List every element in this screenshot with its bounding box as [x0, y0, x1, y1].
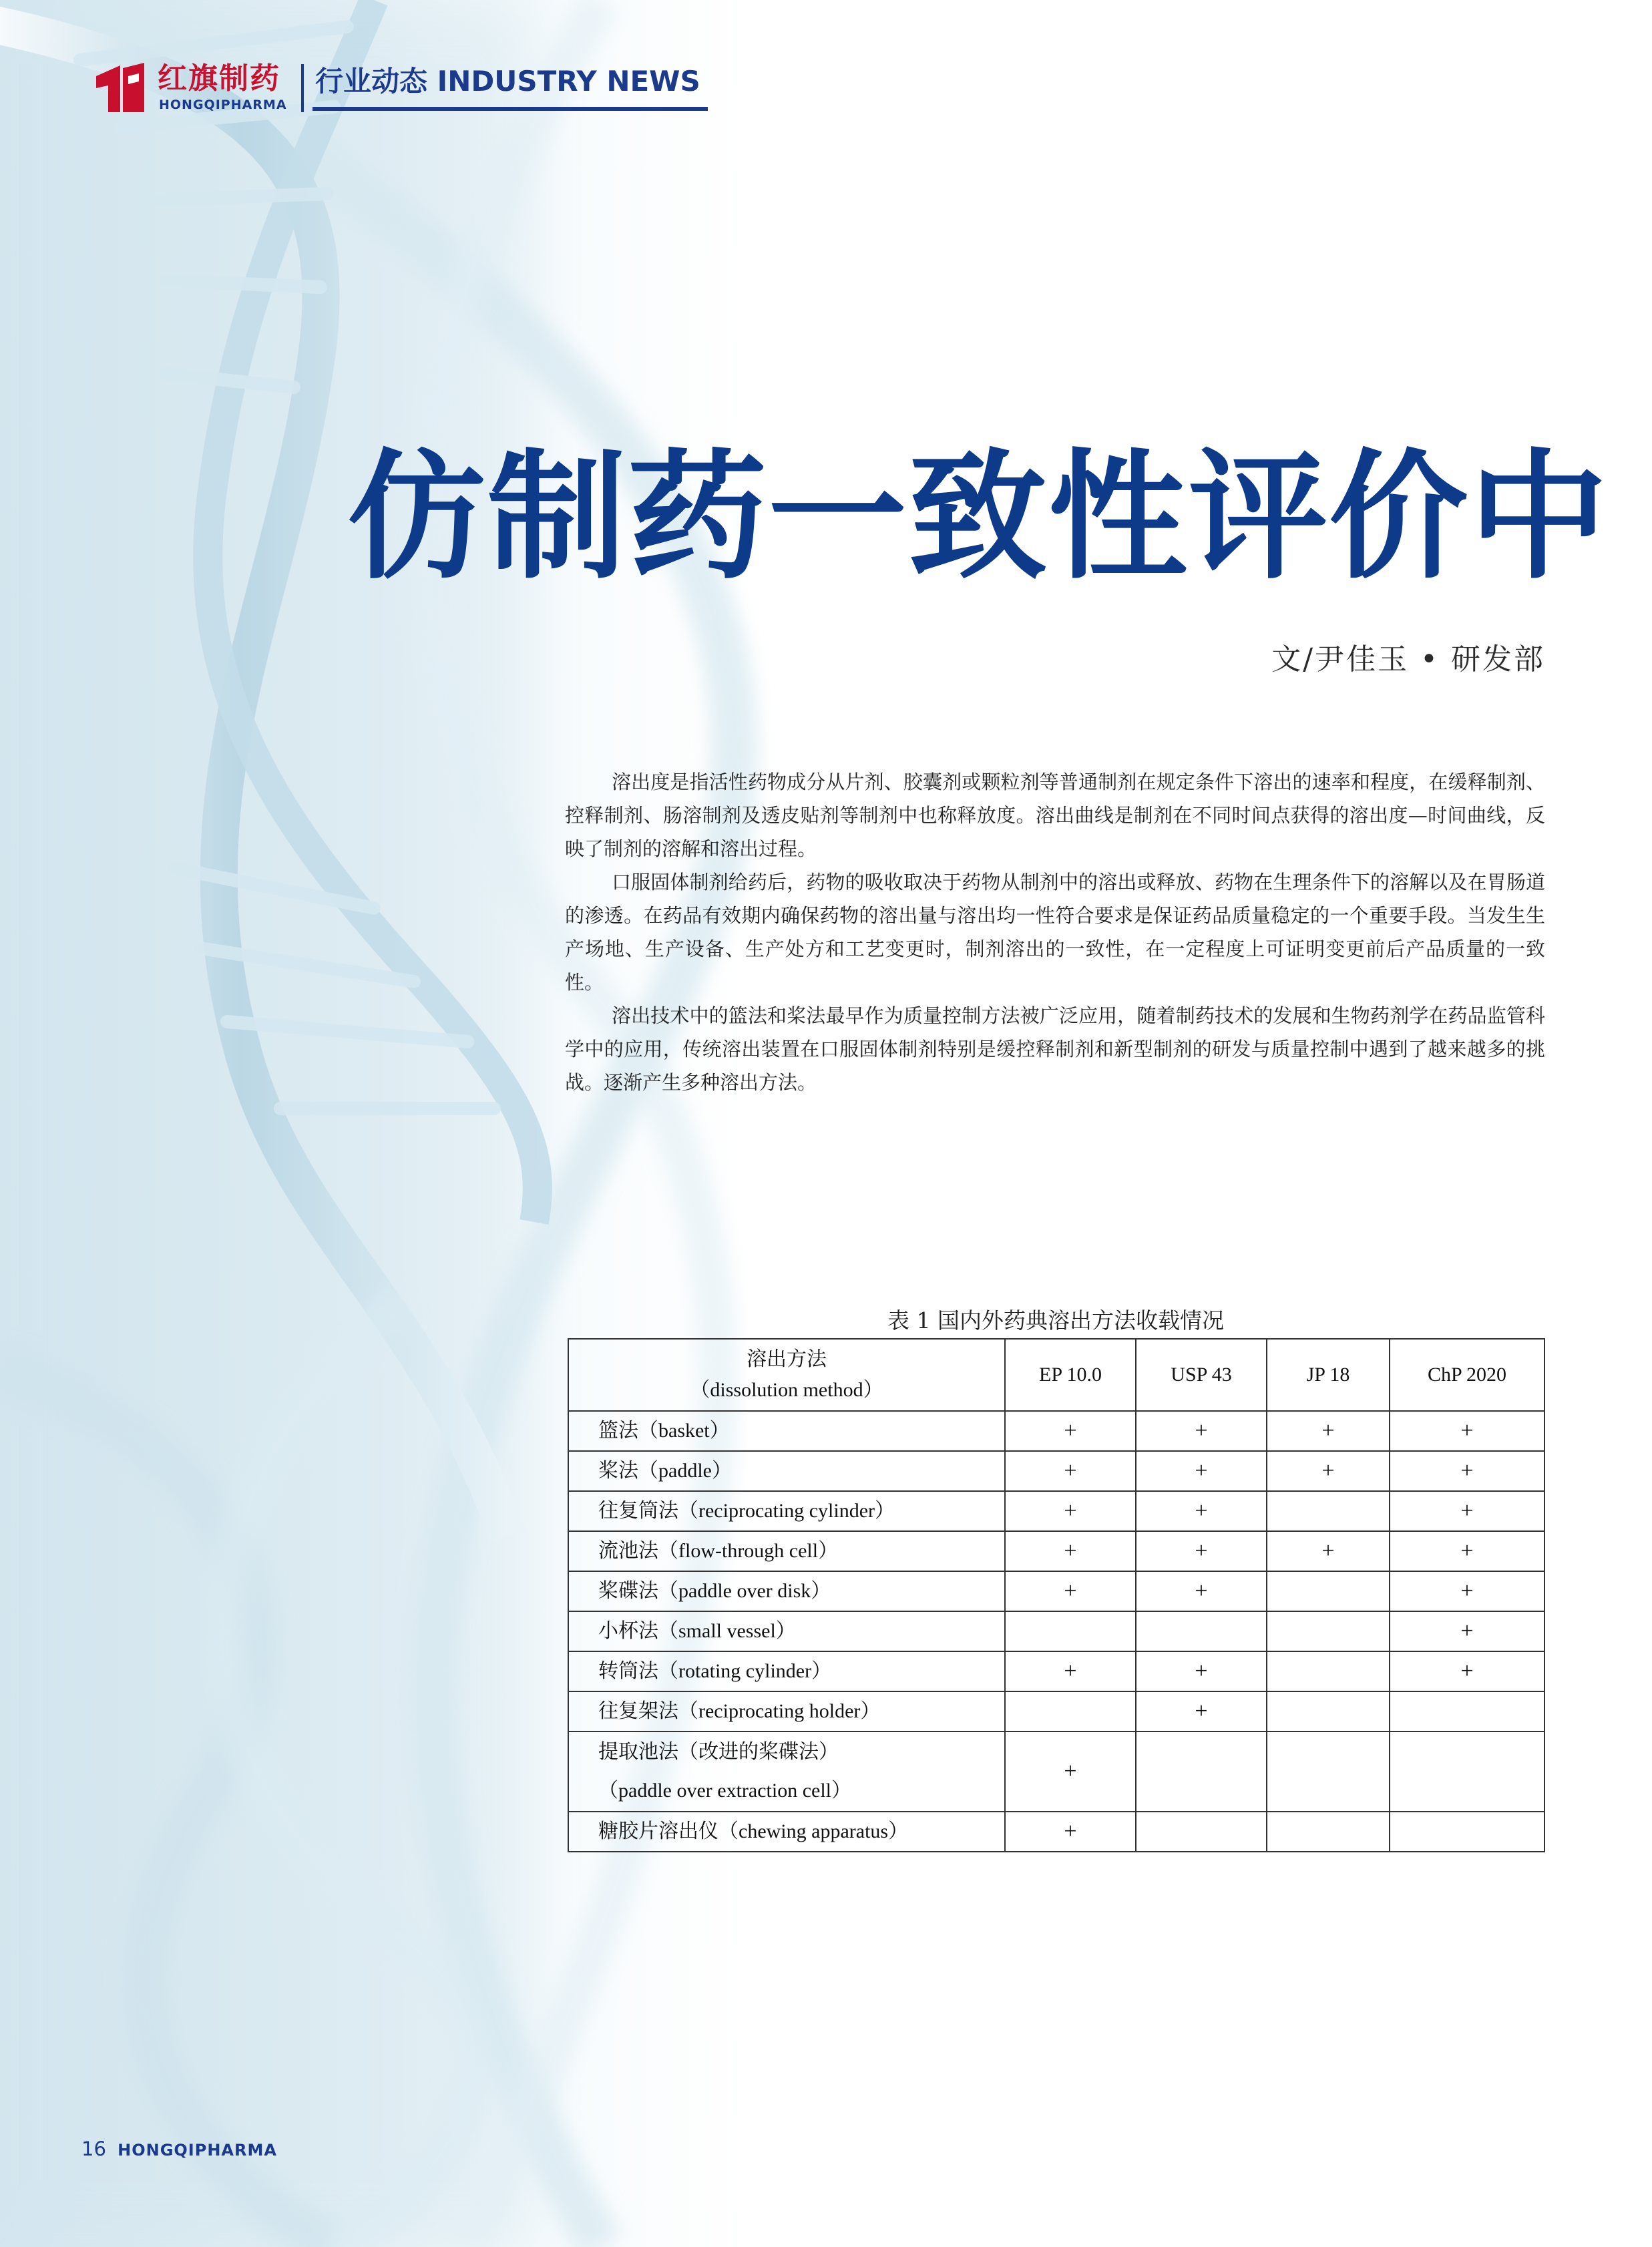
inclusion-mark-cell: [1390, 1731, 1544, 1812]
inclusion-mark-cell: +: [1267, 1451, 1390, 1491]
table-row: [568, 1651, 1544, 1691]
inclusion-mark-cell: +: [1005, 1531, 1136, 1571]
column-header: ChP 2020: [1390, 1339, 1544, 1411]
method-name-cell: [568, 1611, 1005, 1651]
section-title: 行业动态 INDUSTRY NEWS: [315, 65, 700, 97]
method-name-cell: [568, 1731, 1005, 1812]
method-name-cell: [568, 1491, 1005, 1531]
inclusion-mark-cell: [1390, 1812, 1544, 1852]
table-row: [568, 1611, 1544, 1651]
inclusion-mark-cell: +: [1390, 1611, 1544, 1651]
table-row: [568, 1691, 1544, 1731]
method-name: 提取池法（改进的桨碟法）: [598, 1741, 839, 1763]
method-name-cell: [568, 1651, 1005, 1691]
inclusion-mark-cell: +: [1390, 1651, 1544, 1691]
inclusion-mark-cell: [1136, 1812, 1267, 1852]
column-header: JP 18: [1267, 1339, 1390, 1411]
inclusion-mark-cell: [1267, 1491, 1390, 1531]
inclusion-mark-cell: +: [1005, 1411, 1136, 1451]
method-name: 桨法（paddle）: [598, 1460, 732, 1482]
method-name: 篮法（basket）: [598, 1420, 730, 1442]
inclusion-mark-cell: +: [1005, 1731, 1136, 1812]
column-header-line: 溶出方法: [747, 1348, 827, 1370]
paragraph: 溶出技术中的篮法和桨法最早作为质量控制方法被广泛应用，随着制药技术的发展和生物药剂学在药品监管科学中的应用，传统溶出装置在口服固体制剂特别是缓控释制剂和新型制剂的研发与质量控制中遇到了越来越多的挑战。逐渐产生多种溶出方法。: [565, 1004, 1545, 1094]
dissolution-methods-table: [568, 1338, 1545, 1852]
inclusion-mark-cell: +: [1267, 1411, 1390, 1451]
table-row: [568, 1731, 1544, 1812]
inclusion-mark-cell: +: [1136, 1571, 1267, 1611]
page-number: 16: [81, 2137, 106, 2160]
method-name: 转筒法（rotating cylinder）: [598, 1660, 832, 1682]
column-header-method: [568, 1339, 1005, 1411]
method-name: 桨碟法（paddle over disk）: [598, 1580, 831, 1602]
page-footer: [81, 2135, 277, 2164]
inclusion-mark-cell: [1005, 1691, 1136, 1731]
inclusion-mark-cell: [1267, 1691, 1390, 1731]
inclusion-mark-cell: +: [1390, 1491, 1544, 1531]
inclusion-mark-cell: +: [1390, 1571, 1544, 1611]
inclusion-mark-cell: +: [1136, 1531, 1267, 1571]
inclusion-mark-cell: [1005, 1611, 1136, 1651]
inclusion-mark-cell: [1136, 1731, 1267, 1812]
inclusion-mark-cell: +: [1005, 1812, 1136, 1852]
method-name-cell: [568, 1531, 1005, 1571]
inclusion-mark-cell: +: [1005, 1491, 1136, 1531]
inclusion-mark-cell: +: [1136, 1411, 1267, 1451]
header-divider: [301, 64, 304, 112]
publication-name: HONGQIPHARMA: [118, 2141, 277, 2160]
article-title: 仿制药一致性评价中: [347, 437, 1609, 598]
column-header: EP 10.0: [1005, 1339, 1136, 1411]
inclusion-mark-cell: +: [1136, 1451, 1267, 1491]
table-row: [568, 1491, 1544, 1531]
article-byline: 文/尹佳玉 • 研发部: [1271, 642, 1545, 676]
column-header: USP 43: [1136, 1339, 1267, 1411]
method-name: 往复架法（reciprocating holder）: [598, 1700, 881, 1722]
inclusion-mark-cell: +: [1267, 1531, 1390, 1571]
table-header-row: [568, 1339, 1544, 1411]
table-row: [568, 1531, 1544, 1571]
inclusion-mark-cell: +: [1390, 1531, 1544, 1571]
method-name-secondary: （paddle over extraction cell）: [598, 1780, 852, 1802]
method-name-cell: [568, 1571, 1005, 1611]
inclusion-mark-cell: +: [1005, 1451, 1136, 1491]
inclusion-mark-cell: [1136, 1611, 1267, 1651]
inclusion-mark-cell: [1390, 1691, 1544, 1731]
method-name: 小杯法（small vessel）: [598, 1620, 796, 1642]
method-name: 糖胶片溶出仪（chewing apparatus）: [598, 1820, 909, 1842]
inclusion-mark-cell: +: [1005, 1651, 1136, 1691]
inclusion-mark-cell: +: [1005, 1571, 1136, 1611]
brand-name-cn: 红旗制药: [158, 61, 280, 95]
table-row: [568, 1451, 1544, 1491]
article-body: [565, 765, 1545, 1099]
method-name-cell: [568, 1691, 1005, 1731]
inclusion-mark-cell: +: [1390, 1411, 1544, 1451]
table-row: [568, 1411, 1544, 1451]
paragraph: 溶出度是指活性药物成分从片剂、胶囊剂或颗粒剂等普通制剂在规定条件下溶出的速率和程度，在缓释制剂、控释制剂、肠溶制剂及透皮贴剂等制剂中也称释放度。溶出曲线是制剂在不同时间点获得的溶出度—时间曲线，反映了制剂的溶解和溶出过程。: [565, 771, 1545, 860]
inclusion-mark-cell: [1267, 1651, 1390, 1691]
inclusion-mark-cell: +: [1136, 1491, 1267, 1531]
method-name-cell: [568, 1451, 1005, 1491]
method-name: 往复筒法（reciprocating cylinder）: [598, 1500, 895, 1522]
table-row: [568, 1571, 1544, 1611]
hongqi-logo-icon: [93, 61, 147, 115]
inclusion-mark-cell: [1267, 1731, 1390, 1812]
inclusion-mark-cell: [1267, 1611, 1390, 1651]
method-name: 流池法（flow-through cell）: [598, 1540, 839, 1562]
table-row: [568, 1812, 1544, 1852]
inclusion-mark-cell: +: [1390, 1451, 1544, 1491]
inclusion-mark-cell: +: [1136, 1651, 1267, 1691]
inclusion-mark-cell: +: [1136, 1691, 1267, 1731]
table-caption: 表 1 国内外药典溶出方法收载情况: [887, 1307, 1224, 1334]
paragraph: 口服固体制剂给药后，药物的吸收取决于药物从制剂中的溶出或释放、药物在生理条件下的溶解以及在胃肠道的渗透。在药品有效期内确保药物的溶出量与溶出均一性符合要求是保证药品质量稳定的一个重要手段。当发生生产场地、生产设备、生产处方和工艺变更时，制剂溶出的一致性，在一定程度上可证明变更前后产品质量的一致性。: [565, 871, 1545, 994]
brand-name-en: HONGQIPHARMA: [159, 97, 287, 112]
inclusion-mark-cell: [1267, 1812, 1390, 1852]
method-name-cell: [568, 1812, 1005, 1852]
inclusion-mark-cell: [1267, 1571, 1390, 1611]
method-name-cell: [568, 1411, 1005, 1451]
section-underline: [313, 107, 708, 111]
column-header-line: （dissolution method）: [690, 1379, 883, 1401]
